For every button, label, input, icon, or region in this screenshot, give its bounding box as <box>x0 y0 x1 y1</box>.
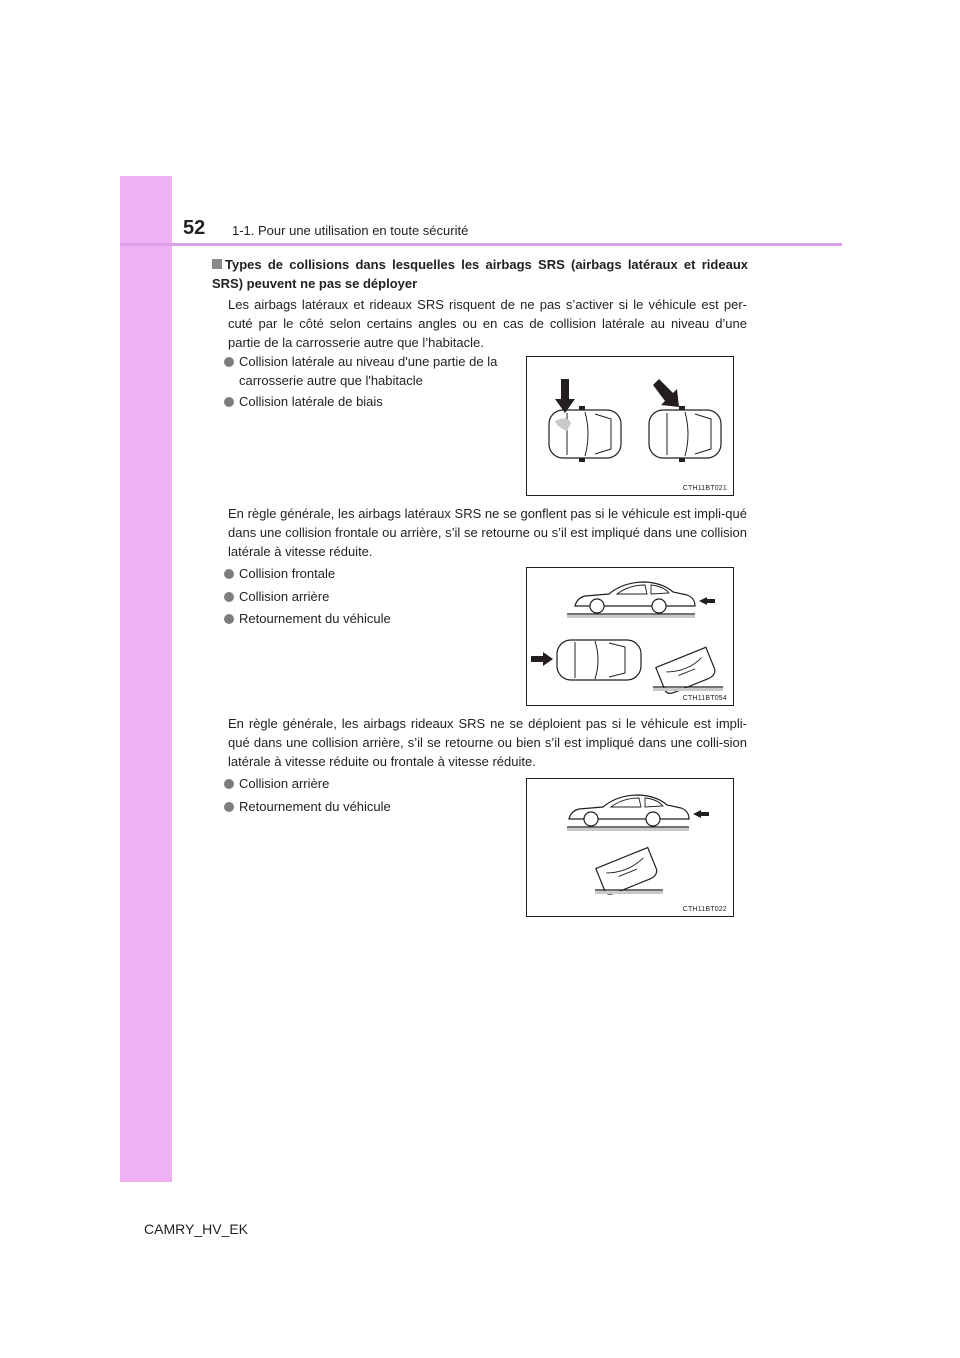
bullet-icon <box>224 802 234 812</box>
car-side-view <box>567 795 689 831</box>
figure-code: CTH11BT021 <box>682 485 727 492</box>
figure-rear-rollover <box>526 778 734 917</box>
bullet-icon <box>224 357 234 367</box>
arrow-down-icon <box>555 379 575 413</box>
heading-text: Types de collisions dans lesquelles les airbags SRS (airbags latéraux et rideaux SRS) peuvent ne pas se déployer <box>212 257 748 291</box>
list-item: Collision frontale <box>224 564 335 583</box>
side-impact-illustration <box>527 357 733 495</box>
document-code: CAMRY_HV_EK <box>144 1221 249 1237</box>
list-item: Retournement du véhicule <box>224 609 391 628</box>
list-item: Retournement du véhicule <box>224 797 391 816</box>
car-top-view-2 <box>649 406 721 462</box>
chapter-sidebar-tab <box>120 176 172 1182</box>
list-item: Collision latérale au niveau d'une partie de la carrosserie autre que l'habitacle <box>224 352 515 390</box>
bullet-icon <box>224 592 234 602</box>
paragraph-curtain-airbags: En règle générale, les airbags rideaux SRS ne se déploient pas si le véhicule est impli-qué dans une collision arrière, s’il se retourne ou bien s’il est impliqué dans une colli-sion latérale à vitesse réduite ou frontale à vitesse réduite. <box>228 716 747 769</box>
header-divider <box>120 243 842 246</box>
bullet-icon <box>224 614 234 624</box>
list-item: Collision arrière <box>224 587 329 606</box>
car-top-view-1 <box>549 406 621 462</box>
collision-types-illustration <box>527 568 733 705</box>
car-side-view <box>567 582 695 618</box>
subsection-heading <box>212 255 748 293</box>
arrow-left-icon <box>699 597 715 605</box>
figure-code: CTH11BT022 <box>682 906 727 913</box>
paragraph-side-airbags: En règle générale, les airbags latéraux SRS ne se gonflent pas si le véhicule est impli-qué dans une collision frontale ou arrière, s’il se retourne ou s’il est impliqué dans une collision latérale à vitesse réduite. <box>228 506 747 559</box>
section-title: 1-1. Pour une utilisation en toute sécurité <box>232 223 469 238</box>
square-bullet-icon <box>212 259 222 269</box>
overturned-car <box>596 848 659 897</box>
car-top-view <box>557 640 641 680</box>
rear-rollover-illustration <box>527 779 733 916</box>
page-number: 52 <box>183 217 206 239</box>
intro-paragraph: Les airbags latéraux et rideaux SRS risquent de ne pas s’activer si le véhicule est per-cuté par le côté selon certains angles ou en cas de collision latérale au niveau d’une partie de la carrosserie autre que l’habitacle. <box>228 297 747 350</box>
arrow-left-icon <box>693 810 709 818</box>
figure-frontal-rear-rollover <box>526 567 734 706</box>
bullet-icon <box>224 397 234 407</box>
bullet-icon <box>224 779 234 789</box>
arrow-right-icon <box>531 652 553 666</box>
figure-side-collision <box>526 356 734 496</box>
list-item: Collision latérale de biais <box>224 392 383 411</box>
diagonal-arrow-icon <box>653 379 679 407</box>
list-item: Collision arrière <box>224 774 329 793</box>
figure-code: CTH11BT054 <box>682 695 727 702</box>
bullet-icon <box>224 569 234 579</box>
